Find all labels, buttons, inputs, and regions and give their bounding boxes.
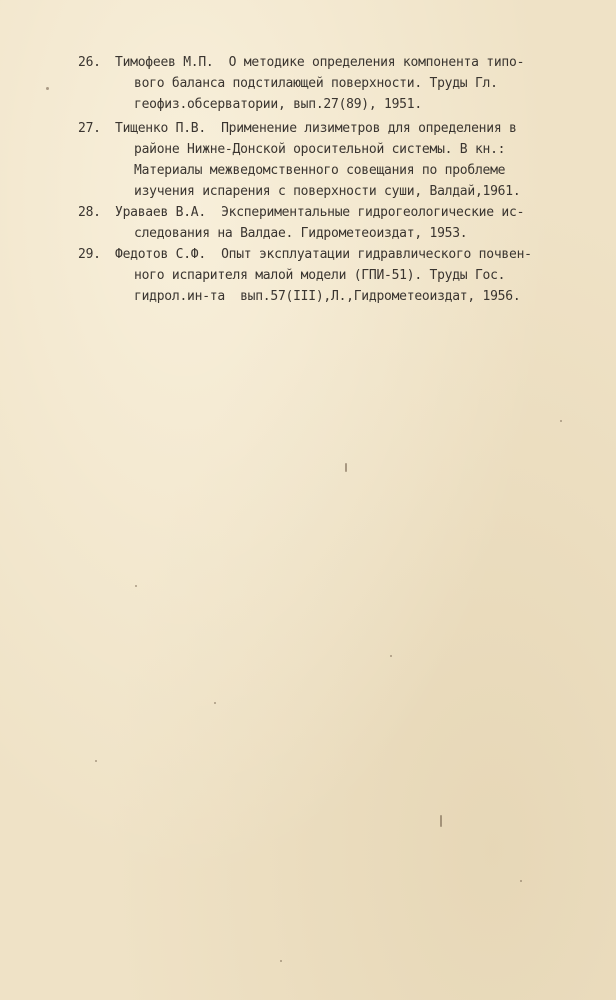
reference-line: районе Нижне-Донской оросительной системы. В кн.: xyxy=(134,142,506,157)
reference-number: 26. xyxy=(78,55,101,70)
paper-speck xyxy=(95,760,97,762)
reference-line: изучения испарения с поверхности суши, Валдай,1961. xyxy=(134,184,521,199)
reference-line: Ураваев В.А. Экспериментальные гидрогеологические ис- xyxy=(115,205,525,220)
reference-line: Тимофеев М.П. О методике определения компонента типо- xyxy=(115,55,525,70)
reference-line: Федотов С.Ф. Опыт эксплуатации гидравлического почвен- xyxy=(115,247,532,262)
reference-number: 27. xyxy=(78,121,101,136)
paper-speck xyxy=(135,585,137,587)
reference-number: 29. xyxy=(78,247,101,262)
reference-item xyxy=(0,244,616,307)
paper-speck xyxy=(390,655,392,657)
reference-line: геофиз.обсерватории, вып.27(89), 1951. xyxy=(134,97,422,112)
reference-line: вого баланса подстилающей поверхности. Труды Гл. xyxy=(134,76,498,91)
reference-item xyxy=(0,118,616,202)
reference-line: гидрол.ин-та вып.57(III),Л.,Гидрометеоиздат, 1956. xyxy=(134,289,521,304)
reference-list xyxy=(0,52,616,304)
reference-item xyxy=(0,202,616,244)
reference-line: следования на Валдае. Гидрометеоиздат, 1953. xyxy=(134,226,468,241)
paper-speck xyxy=(214,702,216,704)
reference-item xyxy=(0,52,616,115)
reference-number: 28. xyxy=(78,205,101,220)
reference-line: Материалы межведомственного совещания по проблеме xyxy=(134,163,506,178)
paper-speck xyxy=(560,420,562,422)
paper-speck xyxy=(345,463,347,472)
reference-line: ного испарителя малой модели (ГПИ-51). Труды Гос. xyxy=(134,268,506,283)
reference-line: Тищенко П.В. Применение лизиметров для определения в xyxy=(115,121,517,136)
paper-speck xyxy=(440,815,442,827)
paper-speck xyxy=(280,960,282,962)
paper-speck xyxy=(520,880,522,882)
